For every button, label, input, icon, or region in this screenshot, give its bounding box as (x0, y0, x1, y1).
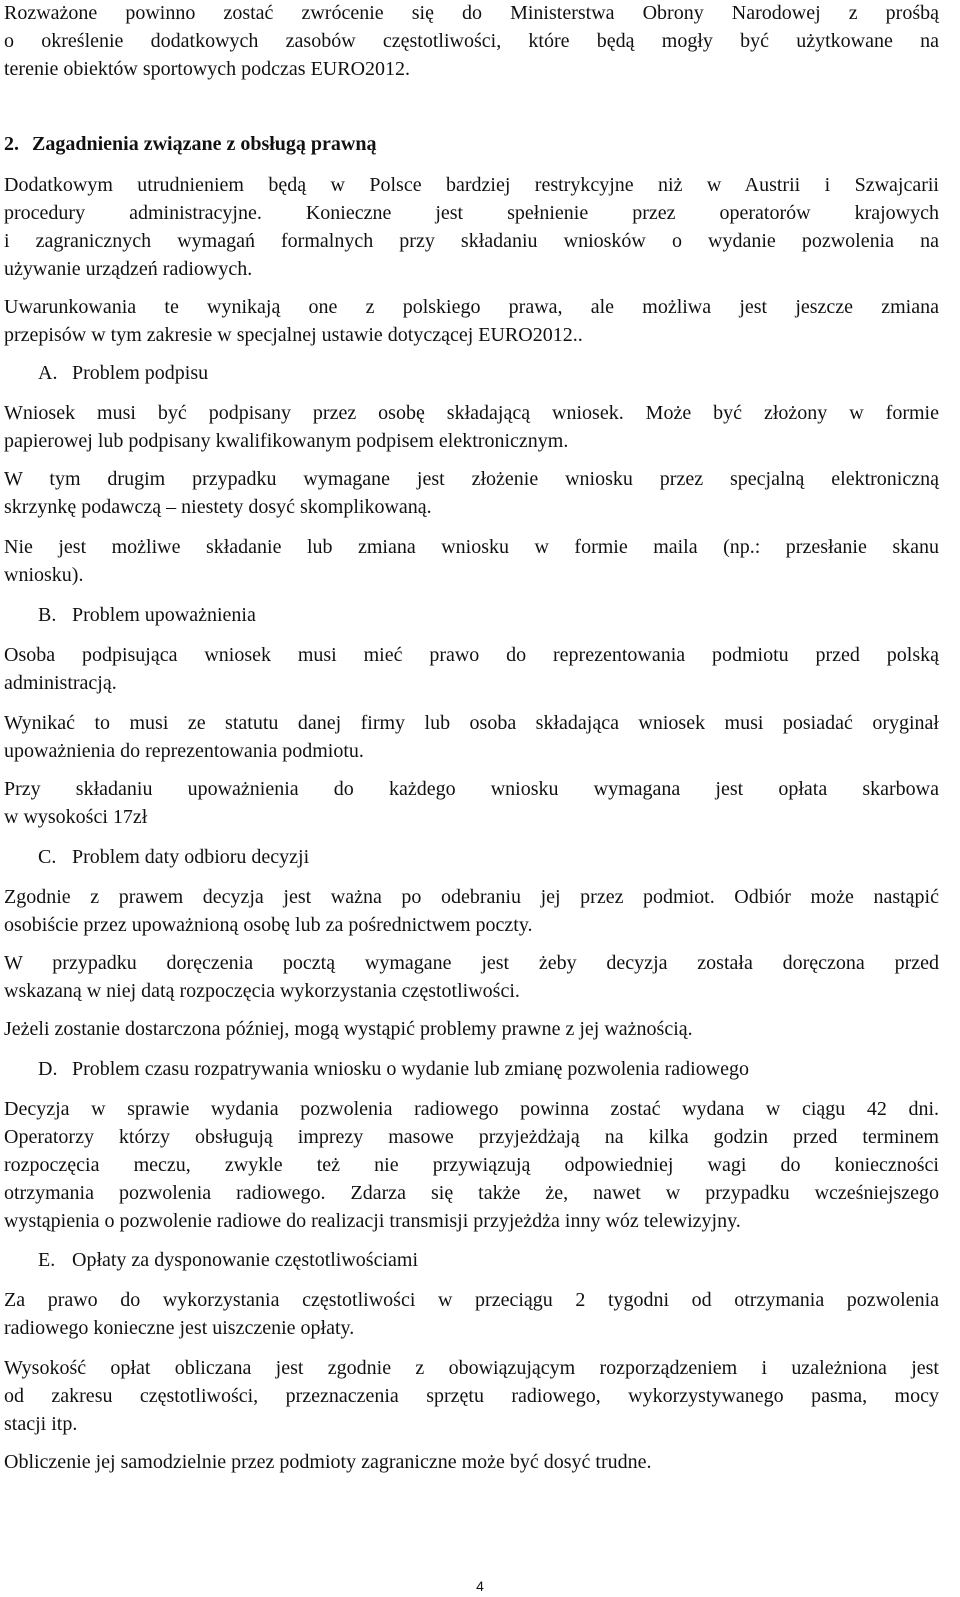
subsection-title: Problem czasu rozpatrywania wniosku o wydanie lub zmianę pozwolenia radiowego (72, 1058, 750, 1080)
subsection-heading-e (38, 1246, 418, 1274)
paragraph-line: papierowej lub podpisany kwalifikowanym podpisem elektronicznym. (4, 430, 569, 452)
paragraph-line: Jeżeli zostanie dostarczona później, mogą wystąpić problemy prawne z jej ważnością. (4, 1018, 693, 1040)
paragraph-line: rozpoczęcia meczu, zwykle też nie przywiązują odpowiedniej wagi do konieczności (4, 1154, 939, 1176)
subsection-letter: E. (38, 1249, 56, 1271)
paragraph-line: osobiście przez upoważnioną osobę lub za pośrednictwem poczty. (4, 914, 533, 936)
paragraph-line: używanie urządzeń radiowych. (4, 258, 253, 280)
page-number: 4 (476, 1578, 484, 1594)
paragraph-line: Przy składaniu upoważnienia do każdego wniosku wymagana jest opłata skarbowa (4, 778, 939, 800)
paragraph-line: radiowego konieczne jest uiszczenie opłaty. (4, 1317, 355, 1339)
paragraph-line: Za prawo do wykorzystania częstotliwości w przeciągu 2 tygodni od otrzymania pozwolenia (4, 1289, 939, 1311)
paragraph-line: stacji itp. (4, 1413, 78, 1435)
paragraph-line: w wysokości 17zł (4, 806, 148, 828)
paragraph-line: Operatorzy którzy obsługują imprezy masowe przyjeżdżają na kilka godzin przed terminem (4, 1126, 939, 1148)
paragraph-line: Osoba podpisująca wniosek musi mieć prawo do reprezentowania podmiotu przed polską (4, 644, 939, 666)
paragraph-line: administracją. (4, 672, 117, 694)
subsection-letter: B. (38, 604, 57, 626)
subsection-letter: D. (38, 1058, 58, 1080)
paragraph-line: otrzymania pozwolenia radiowego. Zdarza się także że, nawet w przypadku wcześniejszego (4, 1182, 939, 1204)
subsection-title: Problem daty odbioru decyzji (72, 846, 310, 868)
paragraph-line: o określenie dodatkowych zasobów częstotliwości, które będą mogły być użytkowane na (4, 30, 939, 52)
section-number: 2. (4, 133, 19, 155)
subsection-heading-a (38, 359, 208, 387)
paragraph-line: Wynikać to musi ze statutu danej firmy lub osoba składająca wniosek musi posiadać oryginał (4, 712, 939, 734)
paragraph-line: Uwarunkowania te wynikają one z polskiego prawa, ale możliwa jest jeszcze zmiana (4, 296, 939, 318)
paragraph-line: W tym drugim przypadku wymagane jest złożenie wniosku przez specjalną elektroniczną (4, 468, 939, 490)
subsection-heading-b (38, 601, 256, 629)
paragraph-line: upoważnienia do reprezentowania podmiotu. (4, 740, 364, 762)
section-title: Zagadnienia związane z obsługą prawną (32, 133, 377, 155)
paragraph-line: przepisów w tym zakresie w specjalnej ustawie dotyczącej EURO2012.. (4, 324, 583, 346)
paragraph-line: od zakresu częstotliwości, przeznaczenia sprzętu radiowego, wykorzystywanego pasma, mocy (4, 1385, 939, 1407)
paragraph-line: Zgodnie z prawem decyzja jest ważna po odebraniu jej przez podmiot. Odbiór może nastąpić (4, 886, 939, 908)
paragraph-line: Decyzja w sprawie wydania pozwolenia radiowego powinna zostać wydana w ciągu 42 dni. (4, 1098, 939, 1120)
paragraph-line: procedury administracyjne. Konieczne jest spełnienie przez operatorów krajowych (4, 202, 939, 224)
subsection-title: Problem podpisu (72, 362, 209, 384)
subsection-heading-c (38, 843, 309, 871)
subsection-letter: C. (38, 846, 57, 868)
paragraph-line: Nie jest możliwe składanie lub zmiana wniosku w formie maila (np.: przesłanie skanu (4, 536, 939, 558)
paragraph-line: skrzynkę podawczą – niestety dosyć skomplikowaną. (4, 496, 432, 518)
paragraph-line: wniosku). (4, 564, 84, 586)
paragraph-line: Obliczenie jej samodzielnie przez podmioty zagraniczne może być dosyć trudne. (4, 1451, 652, 1473)
paragraph-line: wskazaną w niej datą rozpoczęcia wykorzystania częstotliwości. (4, 980, 520, 1002)
paragraph-line: terenie obiektów sportowych podczas EURO2012. (4, 58, 411, 80)
paragraph-line: Dodatkowym utrudnieniem będą w Polsce bardziej restrykcyjne niż w Austrii i Szwajcarii (4, 174, 939, 196)
paragraph-line: wystąpienia o pozwolenie radiowe do realizacji transmisji przyjeżdża inny wóz telewizyjny. (4, 1210, 741, 1232)
paragraph-line: W przypadku doręczenia pocztą wymagane jest żeby decyzja została doręczona przed (4, 952, 939, 974)
paragraph-line: Wysokość opłat obliczana jest zgodnie z obowiązującym rozporządzeniem i uzależniona jest (4, 1357, 939, 1379)
subsection-heading-d (38, 1055, 749, 1083)
subsection-title: Problem upoważnienia (72, 604, 256, 626)
subsection-title: Opłaty za dysponowanie częstotliwościami (72, 1249, 419, 1271)
section-heading (4, 130, 939, 158)
subsection-letter: A. (38, 362, 58, 384)
paragraph-line: Wniosek musi być podpisany przez osobę składającą wniosek. Może być złożony w formie (4, 402, 939, 424)
paragraph-line: i zagranicznych wymagań formalnych przy składaniu wniosków o wydanie pozwolenia na (4, 230, 939, 252)
paragraph-line: Rozważone powinno zostać zwrócenie się do Ministerstwa Obrony Narodowej z prośbą (4, 2, 939, 24)
